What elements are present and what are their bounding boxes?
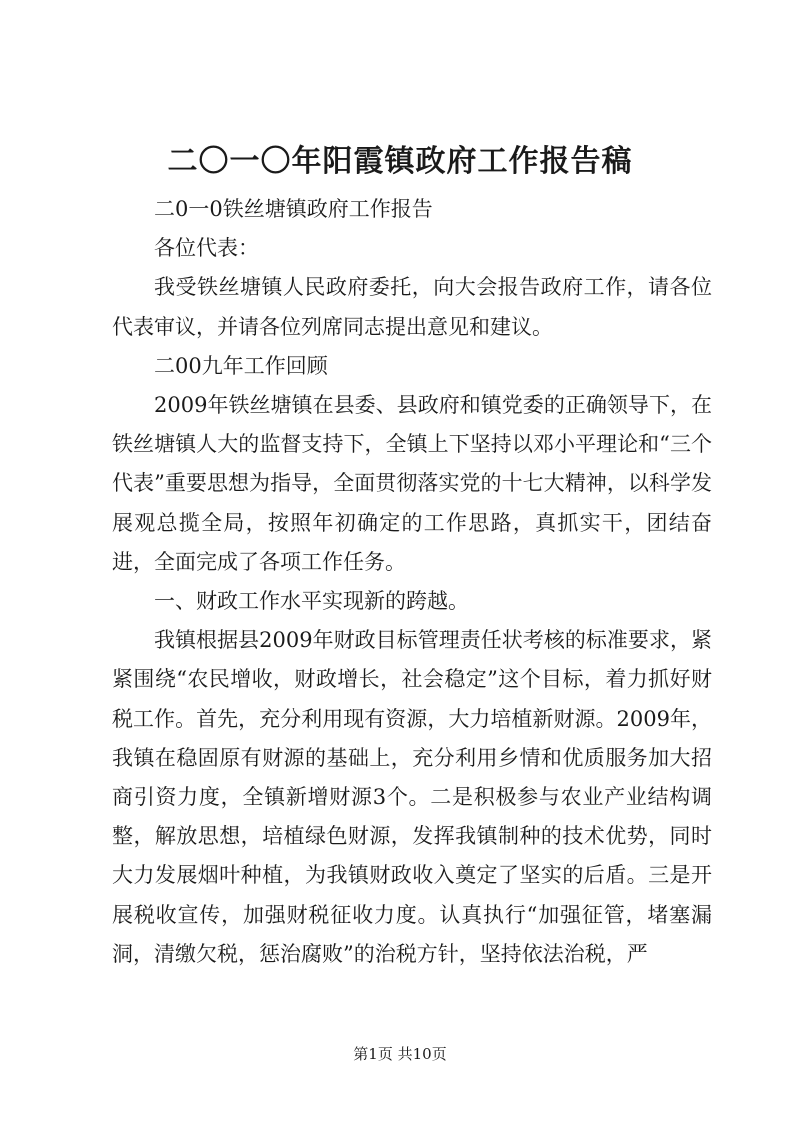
- finance-paragraph: 我镇根据县2009年财政目标管理责任状考核的标准要求，紧紧围绕“农民增收，财政增长，社会稳定”这个目标，着力抓好财税工作。首先，充分利用现有资源，大力培植新财源。2009年，我镇在稳固原有财源的基础上，充分利用乡情和优质服务加大招商引资力度，全镇新增财源3个。二是积极参与农业产业结构调整，解放思想，培植绿色财源，发挥我镇制种的技术优势，同时大力发展烟叶种植，为我镇财政收入奠定了坚实的后盾。三是开展税收宣传，加强财税征收力度。认真执行“加强征管，堵塞漏洞，清缴欠税，惩治腐败”的治税方针，坚持依法治税，严: [112, 628, 712, 966]
- document-body: [112, 190, 712, 974]
- page-number-footer: 第1页 共10页: [353, 1045, 447, 1063]
- intro-paragraph: 我受铁丝塘镇人民政府委托，向大会报告政府工作，请各位代表审议，并请各位列席同志提出意见和建议。: [112, 275, 712, 339]
- salutation-paragraph: 各位代表：: [154, 236, 259, 261]
- review-paragraph: 2009年铁丝塘镇在县委、县政府和镇党委的正确领导下，在铁丝塘镇人大的监督支持下，全镇上下坚持以邓小平理论和“三个代表”重要思想为指导，全面贯彻落实党的十七大精神，以科学发展观总揽全局，按照年初确定的工作思路，真抓实干，团结奋进，全面完成了各项工作任务。: [112, 393, 712, 574]
- section-heading-finance: 一、财政工作水平实现新的跨越。: [154, 589, 469, 614]
- subtitle-paragraph: 二0一0铁丝塘镇政府工作报告: [154, 197, 433, 221]
- section-heading-review: 二00九年工作回顾: [154, 353, 328, 378]
- document-title: 二〇一〇年阳霞镇政府工作报告稿: [167, 144, 633, 179]
